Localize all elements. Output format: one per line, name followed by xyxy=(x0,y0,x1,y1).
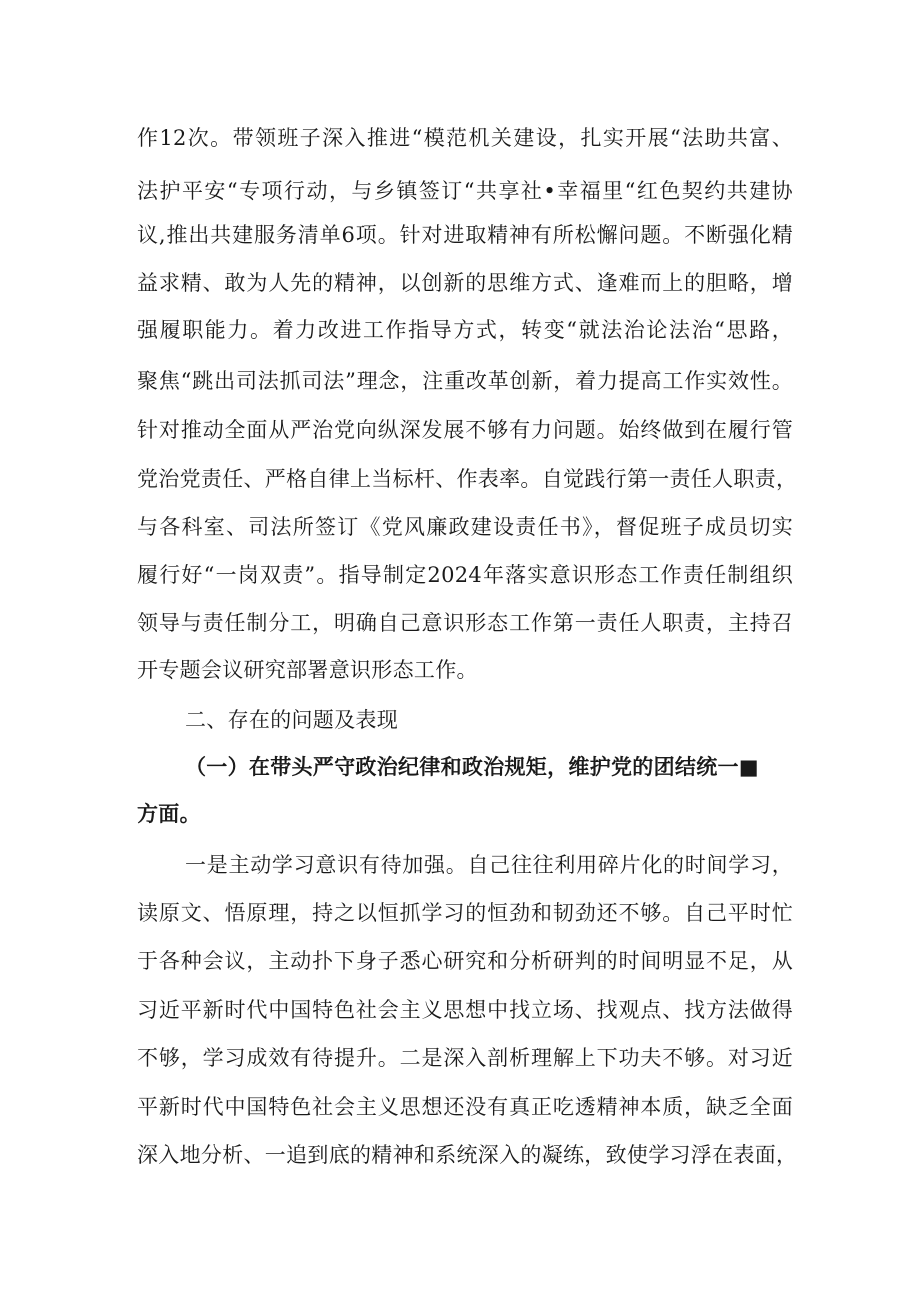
paragraph-1-line-2: 法护平安“专项行动，与乡镇签订“共享社•幸福里“红色契约共建协 xyxy=(137,179,793,203)
paragraph-1-line-3: 议,推出共建服务清单6项。针对进取精神有所松懈问题。不断强化精 xyxy=(137,223,793,247)
paragraph-2-line-2: 读原文、悟原理，持之以恒抓学习的恒劲和韧劲还不够。自己平时忙 xyxy=(137,901,793,925)
paragraph-1-line-8: 党治党责任、严格自律上当标杆、作表率。自觉践行第一责任人职责， xyxy=(137,467,798,491)
paragraph-1-line-9: 与各科室、司法所签订《党风廉政建设责任书》，督促班子成员切实 xyxy=(137,515,793,539)
paragraph-2-line-3: 于各种会议，主动扑下身子悉心研究和分析研判的时间明显不足，从 xyxy=(137,949,793,973)
paragraph-1-line-11: 领导与责任制分工，明确自己意识形态工作第一责任人职责，主持召 xyxy=(137,611,793,635)
paragraph-2-line-4: 习近平新时代中国特色社会主义思想中找立场、找观点、找方法做得 xyxy=(137,998,793,1022)
paragraph-1-line-4: 益求精、敢为人先的精神，以创新的思维方式、逢难而上的胆略，增 xyxy=(137,271,793,295)
paragraph-2-line-6: 平新时代中国特色社会主义思想还没有真正吃透精神本质，缺乏全面 xyxy=(137,1095,793,1119)
paragraph-2-line-7: 深入地分析、一追到底的精神和系统深入的凝练，致使学习浮在表面， xyxy=(137,1143,798,1167)
paragraph-2-line-5: 不够，学习成效有待提升。二是深入剖析理解上下功夫不够。对习近 xyxy=(137,1046,793,1070)
paragraph-1-line-1: 作12次。带领班子深入推进“模范机关建设，扎实开展“法助共富、 xyxy=(137,126,793,150)
subsection-heading-line-1: （一）在带头严守政治纪律和政治规矩，维护党的团结统一■ xyxy=(185,755,759,779)
paragraph-1-line-12: 开专题会议研究部署意识形态工作。 xyxy=(137,658,478,682)
paragraph-2-line-1: 一是主动学习意识有待加强。自己往往利用碎片化的时间学习， xyxy=(185,853,793,877)
paragraph-1-line-6: 聚焦“跳出司法抓司法”理念，注重改革创新，着力提高工作实效性。 xyxy=(137,369,793,393)
section-heading: 二、存在的问题及表现 xyxy=(185,708,398,732)
paragraph-1-line-10: 履行好“一岗双责”。指导制定2024年落实意识形态工作责任制组织 xyxy=(137,563,793,587)
paragraph-1-line-7: 针对推动全面从严治党向纵深发展不够有力问题。始终做到在履行管 xyxy=(137,418,793,442)
paragraph-1-line-5: 强履职能力。着力改进工作指导方式，转变“就法治论法治“思路， xyxy=(137,318,793,342)
subsection-heading-line-2: 方面。 xyxy=(137,802,201,826)
